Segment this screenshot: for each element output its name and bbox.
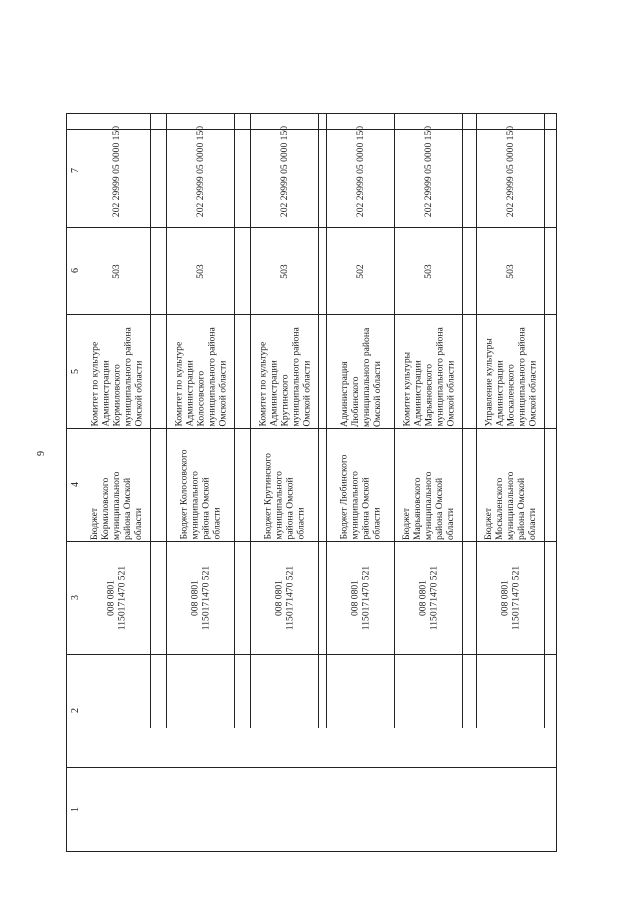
cell-text: 502 — [355, 263, 366, 279]
cell-text: 503 — [195, 263, 206, 279]
cell-text: Бюджет Колосовского муниципального района Омской области — [178, 449, 223, 540]
table-cell-c3-row-4 — [327, 542, 394, 654]
table-cell-c3-row-6 — [477, 542, 544, 654]
cell-text: 503 — [505, 263, 516, 279]
cell-text: Управление культуры Администрации Москаленского муниципального района Омской области — [483, 327, 538, 427]
cell-text: 202 29999 05 0000 150 — [355, 125, 366, 217]
table-cell-c4-row-2 — [167, 429, 234, 541]
cell-text: 503 — [423, 263, 434, 279]
cell-text: 008 0801 1150171470 521 — [417, 565, 440, 631]
column-header-label: 6 — [69, 268, 81, 273]
table-cell-c5-row-6 — [477, 315, 544, 428]
table-cell-c5-row-5 — [395, 315, 462, 428]
table-cell-c7-row-1 — [83, 115, 150, 227]
cell-text: 008 0801 1150171470 521 — [189, 565, 212, 631]
table-cell-c4-row-3 — [251, 429, 318, 541]
cell-text: 008 0801 1150171470 521 — [499, 565, 522, 631]
table-cell-c5-row-2 — [167, 315, 234, 428]
table-cell-c6-row-1 — [83, 228, 150, 314]
row-divider — [544, 114, 545, 728]
table-cell-c6-row-2 — [167, 228, 234, 314]
column-header-6 — [67, 227, 83, 314]
table-cell-c6-row-3 — [251, 228, 318, 314]
column-header-7 — [67, 114, 83, 227]
table-cell-c3-row-5 — [395, 542, 462, 654]
column-divider — [67, 654, 556, 655]
table-cell-c5-row-3 — [251, 315, 318, 428]
cell-text: 008 0801 1150171470 521 — [273, 565, 296, 631]
cell-text: 202 29999 05 0000 150 — [423, 125, 434, 217]
table-cell-c5-row-4 — [327, 315, 394, 428]
cell-text: Бюджет Кормиловского муниципального района Омской области — [89, 471, 144, 540]
column-header-label: 5 — [69, 368, 81, 374]
row-divider — [462, 114, 463, 728]
table-cell-c5-row-1 — [83, 315, 150, 428]
cell-text: Комитет по культуре Администрации Колосовского муниципального района Омской области — [173, 327, 228, 427]
data-table — [66, 113, 557, 852]
table-cell-c4-row-1 — [83, 429, 150, 541]
cell-text: 202 29999 05 0000 150 — [279, 125, 290, 217]
column-divider — [67, 767, 556, 768]
cell-text: Комитет культуры Администрации Марьяновского муниципального района Омской области — [401, 327, 456, 427]
cell-text: Бюджет Марьяновского муниципального района Омской области — [401, 471, 456, 540]
table-cell-c7-row-5 — [395, 115, 462, 227]
column-header-label: 4 — [69, 482, 81, 487]
cell-text: Бюджет Любинского муниципального района Омской области — [338, 454, 383, 540]
column-header-2 — [67, 654, 83, 767]
table-cell-c4-row-6 — [477, 429, 544, 541]
table-cell-c6-row-4 — [327, 228, 394, 314]
column-header-1 — [67, 767, 83, 852]
cell-text: 202 29999 05 0000 150 — [111, 125, 122, 217]
column-header-label: 7 — [69, 168, 81, 173]
table-cell-c7-row-6 — [477, 115, 544, 227]
column-header-5 — [67, 314, 83, 428]
cell-text: Комитет по культуре Администрации Кормиловского муниципального района Омской области — [89, 327, 144, 427]
column-header-label: 1 — [69, 807, 81, 812]
table-cell-c4-row-4 — [327, 429, 394, 541]
cell-text: Бюджет Крутинского муниципального района Омской области — [262, 453, 307, 540]
cell-text: 202 29999 05 0000 150 — [505, 125, 516, 217]
table-cell-c3-row-3 — [251, 542, 318, 654]
cell-text: 008 0801 1150171470 521 — [349, 565, 372, 631]
row-divider — [318, 114, 319, 728]
column-header-3 — [67, 541, 83, 654]
table-cell-c7-row-4 — [327, 115, 394, 227]
cell-text: 503 — [111, 263, 122, 279]
column-header-label: 2 — [69, 708, 81, 713]
cell-text: 008 0801 1150171470 521 — [105, 565, 128, 631]
table-cell-c4-row-5 — [395, 429, 462, 541]
cell-text: Администрация Любинского муниципального района Омской области — [338, 327, 383, 427]
cell-text: 202 29999 05 0000 150 — [195, 125, 206, 217]
row-divider — [234, 114, 235, 728]
table-cell-c3-row-2 — [167, 542, 234, 654]
table-cell-c7-row-2 — [167, 115, 234, 227]
row-divider — [150, 114, 151, 728]
table-cell-c7-row-3 — [251, 115, 318, 227]
cell-text: Бюджет Москаленского муниципального района Омской области — [483, 471, 538, 540]
column-header-label: 3 — [69, 595, 81, 600]
column-header-4 — [67, 428, 83, 541]
table-cell-c6-row-6 — [477, 228, 544, 314]
cell-text: 503 — [279, 263, 290, 279]
page-number: 9 — [36, 451, 47, 456]
cell-text: Комитет по культуре Администрации Крутинского муниципального района Омской области — [257, 327, 312, 427]
table-cell-c3-row-1 — [83, 542, 150, 654]
table-cell-c6-row-5 — [395, 228, 462, 314]
